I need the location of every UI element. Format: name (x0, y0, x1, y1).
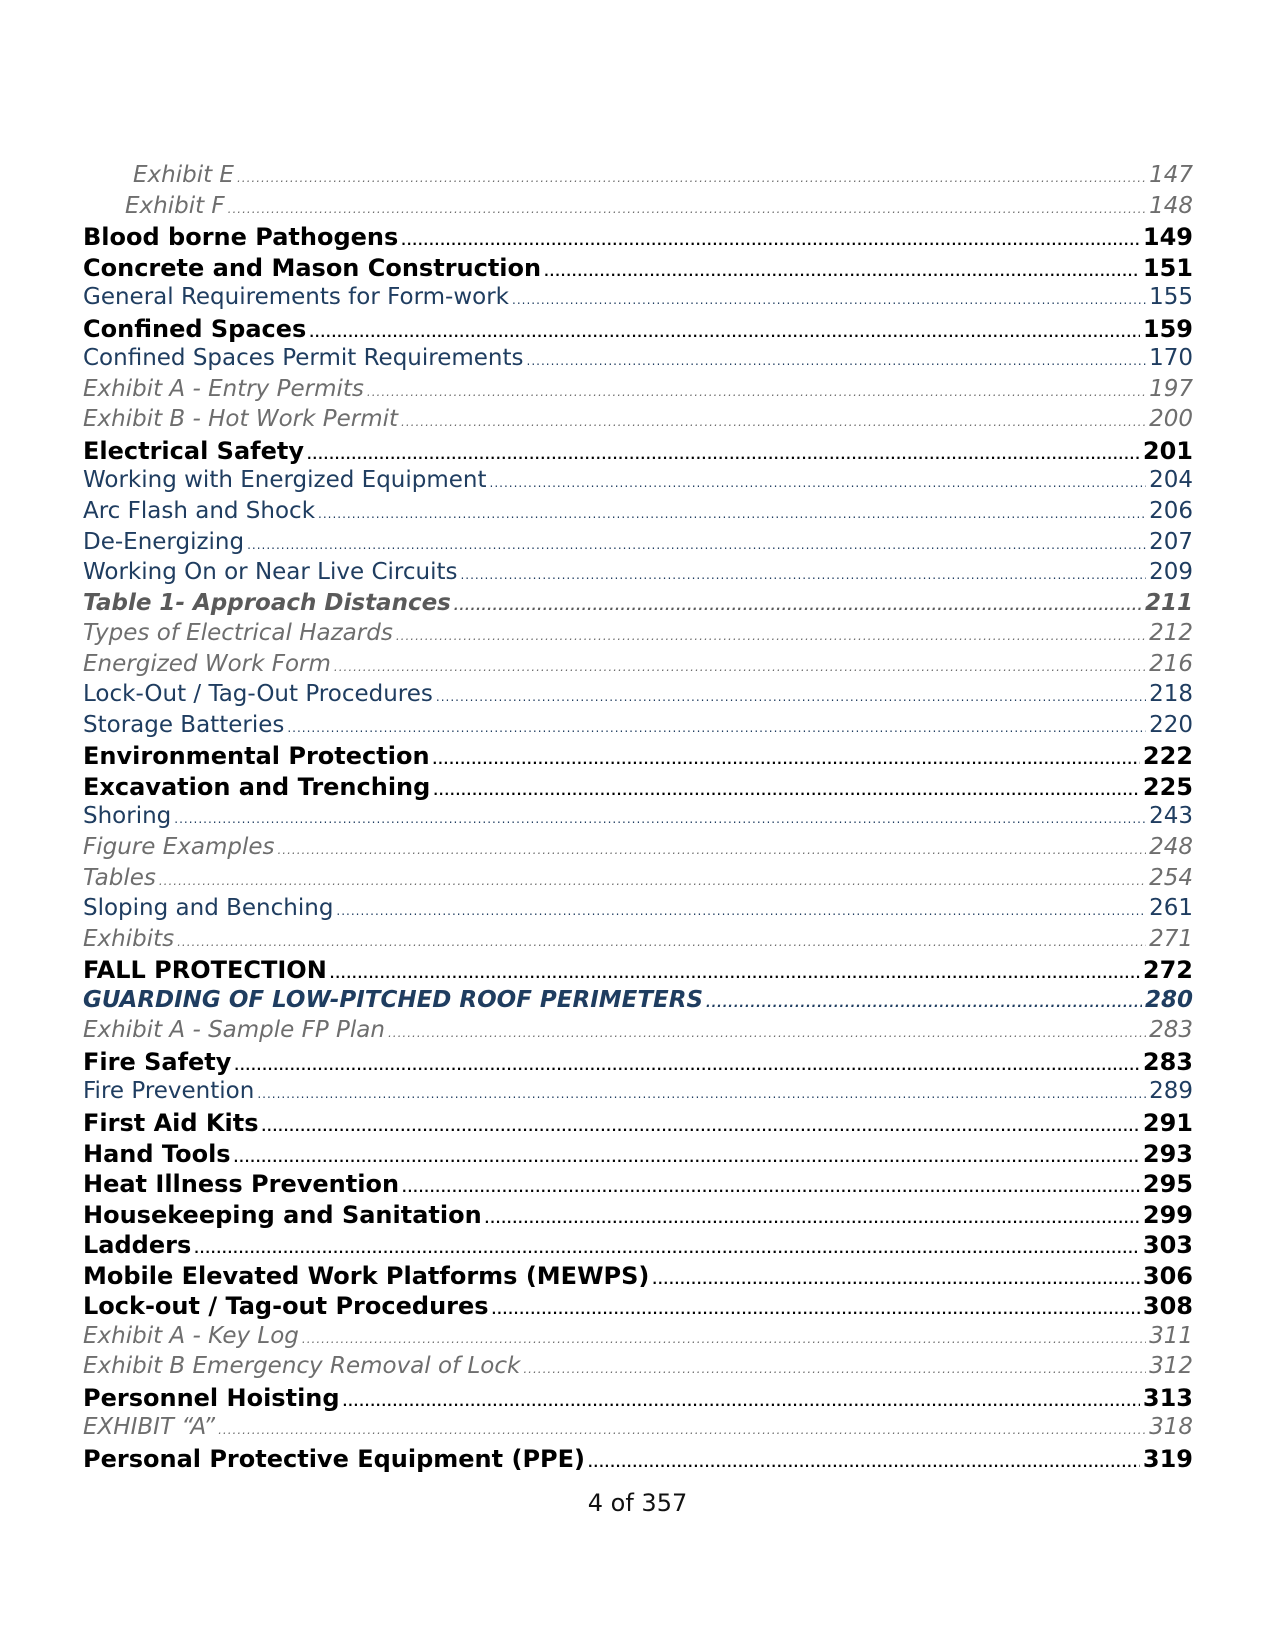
toc-dot-leader (433, 784, 1140, 798)
toc-dot-leader (228, 202, 1146, 216)
toc-entry-page-number[interactable]: 200 (1149, 406, 1193, 433)
toc-dot-leader (492, 1303, 1140, 1317)
toc-entry-title[interactable]: Electrical Safety (83, 436, 304, 465)
toc-entry[interactable] (83, 193, 1193, 224)
toc-dot-leader (706, 996, 1142, 1010)
toc-dot-leader (257, 1087, 1146, 1101)
toc-entry-page-number[interactable]: 261 (1149, 895, 1193, 922)
toc-entry-title[interactable]: Fire Prevention (83, 1078, 255, 1105)
toc-dot-leader (309, 326, 1140, 340)
toc-entry-title[interactable]: Mobile Elevated Work Platforms (MEWPS) (83, 1261, 650, 1290)
toc-entry[interactable] (83, 865, 1193, 896)
toc-entry-page-number[interactable]: 311 (1149, 1322, 1193, 1349)
toc-entry-title[interactable]: Exhibit A - Entry Permits (83, 375, 364, 402)
toc-dot-leader (194, 1242, 1140, 1256)
toc-entry[interactable] (83, 467, 1193, 498)
toc-entry[interactable] (83, 315, 1193, 346)
toc-dot-leader (490, 476, 1147, 490)
toc-entry-page-number[interactable]: 319 (1142, 1444, 1193, 1473)
toc-entry-page-number[interactable]: 299 (1142, 1200, 1193, 1229)
toc-entry[interactable] (83, 1384, 1193, 1415)
toc-entry-page-number[interactable]: 283 (1142, 1047, 1193, 1076)
toc-entry[interactable] (83, 590, 1193, 621)
toc-entry-title[interactable]: General Requirements for Form-work (83, 284, 509, 311)
toc-entry-page-number[interactable]: 283 (1149, 1017, 1193, 1044)
toc-entry-title[interactable]: Exhibit A - Sample FP Plan (83, 1017, 385, 1044)
toc-entry[interactable] (83, 1048, 1193, 1079)
toc-entry-title[interactable]: Excavation and Trenching (83, 772, 431, 801)
toc-entry-page-number[interactable]: 159 (1142, 314, 1193, 343)
toc-entry[interactable] (83, 1017, 1193, 1048)
toc-entry[interactable] (83, 223, 1193, 254)
toc-entry[interactable] (83, 1078, 1193, 1109)
toc-dot-leader (307, 448, 1140, 462)
toc-entry-page-number[interactable]: 280 (1144, 986, 1193, 1013)
toc-entry-title[interactable]: Storage Batteries (83, 711, 285, 738)
toc-dot-leader (287, 721, 1146, 735)
toc-entry[interactable] (83, 498, 1193, 529)
toc-dot-leader (544, 265, 1140, 279)
toc-entry-title[interactable]: GUARDING OF LOW-PITCHED ROOF PERIMETERS (83, 986, 704, 1013)
toc-entry-page-number[interactable]: 222 (1142, 742, 1193, 771)
toc-entry-title[interactable]: Housekeeping and Sanitation (83, 1200, 482, 1229)
toc-dot-leader (159, 874, 1146, 888)
toc-dot-leader (247, 538, 1146, 552)
toc-entry[interactable] (83, 345, 1193, 376)
toc-entry-title[interactable]: Heat Illness Prevention (83, 1170, 400, 1199)
toc-entry[interactable] (83, 895, 1193, 926)
toc-entry-title[interactable]: Shoring (83, 803, 172, 830)
toc-entry-title[interactable]: Concrete and Mason Construction (83, 253, 542, 282)
toc-entry-title[interactable]: Types of Electrical Hazards (83, 620, 393, 647)
toc-entry-title[interactable]: Personnel Hoisting (83, 1383, 340, 1412)
toc-entry[interactable] (83, 803, 1193, 834)
toc-entry-title[interactable]: Environmental Protection (83, 742, 430, 771)
toc-entry[interactable] (83, 1231, 1193, 1262)
toc-entry-page-number[interactable]: 293 (1142, 1139, 1193, 1168)
toc-dot-leader (512, 293, 1146, 307)
toc-entry[interactable] (83, 1353, 1193, 1384)
toc-entry-page-number[interactable]: 216 (1149, 650, 1193, 677)
toc-dot-leader (334, 660, 1146, 674)
toc-entry-title[interactable]: Confined Spaces Permit Requirements (83, 345, 524, 372)
toc-entry-page-number[interactable]: 303 (1142, 1231, 1193, 1260)
toc-entry-title[interactable]: Confined Spaces (83, 314, 307, 343)
toc-entry[interactable] (83, 987, 1193, 1018)
toc-entry-page-number[interactable]: 220 (1149, 711, 1193, 738)
toc-entry[interactable] (83, 1109, 1193, 1140)
toc-entry-page-number[interactable]: 155 (1149, 284, 1193, 311)
toc-dot-leader (436, 690, 1146, 704)
toc-entry-page-number[interactable]: 291 (1142, 1108, 1193, 1137)
toc-entry-title[interactable]: Lock-Out / Tag-Out Procedures (83, 681, 433, 708)
toc-entry[interactable] (83, 926, 1193, 957)
toc-entry-title[interactable]: Exhibit A - Key Log (83, 1322, 299, 1349)
toc-entry-page-number[interactable]: 147 (1149, 162, 1193, 188)
toc-entry[interactable] (83, 1170, 1193, 1201)
toc-entry-page-number[interactable]: 272 (1142, 956, 1193, 985)
toc-dot-leader (302, 1332, 1146, 1346)
toc-dot-leader (454, 599, 1142, 613)
toc-entry-page-number[interactable]: 248 (1149, 834, 1193, 861)
toc-entry-title[interactable]: Personal Protective Equipment (PPE) (83, 1444, 585, 1473)
toc-dot-leader (367, 385, 1146, 399)
table-of-contents (83, 162, 1193, 1476)
toc-entry[interactable] (83, 1292, 1193, 1323)
toc-entry-page-number[interactable]: 295 (1142, 1170, 1193, 1199)
toc-entry-page-number[interactable]: 254 (1149, 864, 1193, 891)
toc-entry-page-number[interactable]: 308 (1142, 1292, 1193, 1321)
toc-dot-leader (460, 568, 1146, 582)
toc-entry-page-number[interactable]: 218 (1149, 681, 1193, 708)
toc-dot-leader (318, 507, 1146, 521)
toc-dot-leader (588, 1456, 1140, 1470)
toc-entry-page-number[interactable]: 206 (1149, 498, 1193, 525)
toc-dot-leader (177, 935, 1146, 949)
toc-entry-page-number[interactable]: 306 (1142, 1261, 1193, 1290)
toc-entry-title[interactable]: Exhibits (83, 925, 175, 952)
toc-dot-leader (218, 1423, 1146, 1437)
toc-entry[interactable] (83, 834, 1193, 865)
toc-entry[interactable] (83, 1414, 1193, 1445)
toc-entry[interactable] (83, 162, 1193, 193)
toc-entry-title[interactable]: EXHIBIT “A” (83, 1414, 216, 1441)
toc-entry-title[interactable]: Exhibit B - Hot Work Permit (83, 406, 399, 433)
toc-dot-leader (401, 415, 1146, 429)
toc-entry-page-number[interactable]: 271 (1149, 925, 1193, 952)
toc-dot-leader (262, 1120, 1140, 1134)
toc-entry-title[interactable]: Exhibit B Emergency Removal of Lock (83, 1353, 521, 1380)
toc-entry-title[interactable]: First Aid Kits (83, 1108, 259, 1137)
toc-entry-title[interactable]: Energized Work Form (83, 650, 331, 677)
toc-entry[interactable] (83, 956, 1193, 987)
toc-dot-leader (343, 1395, 1140, 1409)
toc-dot-leader (485, 1212, 1140, 1226)
toc-entry-title[interactable]: Ladders (83, 1231, 192, 1260)
toc-entry-page-number[interactable]: 211 (1144, 589, 1193, 616)
toc-entry[interactable] (83, 620, 1193, 651)
toc-entry-page-number[interactable]: 204 (1149, 467, 1193, 494)
toc-entry-page-number[interactable]: 209 (1149, 559, 1193, 586)
toc-entry-title[interactable]: Blood borne Pathogens (83, 223, 399, 252)
toc-entry-title[interactable]: Fire Safety (83, 1047, 232, 1076)
toc-entry[interactable] (83, 1262, 1193, 1293)
toc-dot-leader (237, 171, 1146, 185)
toc-entry[interactable] (83, 559, 1193, 590)
toc-entry-title[interactable]: FALL PROTECTION (83, 956, 327, 985)
toc-entry-page-number[interactable]: 170 (1149, 345, 1193, 372)
toc-dot-leader (330, 967, 1140, 981)
toc-entry[interactable] (83, 773, 1193, 804)
toc-entry-page-number[interactable]: 197 (1149, 375, 1193, 402)
toc-entry[interactable] (83, 681, 1193, 712)
page-number-footer: 4 of 357 (587, 1489, 688, 1517)
toc-entry-page-number[interactable]: 212 (1149, 620, 1193, 647)
toc-entry-title[interactable]: Sloping and Benching (83, 895, 334, 922)
toc-entry[interactable] (83, 651, 1193, 682)
toc-entry[interactable] (83, 437, 1193, 468)
toc-entry-title[interactable]: Exhibit F (125, 192, 225, 219)
toc-dot-leader (174, 812, 1146, 826)
toc-entry-title[interactable]: Figure Examples (83, 834, 275, 861)
toc-entry-page-number[interactable]: 312 (1149, 1353, 1193, 1380)
toc-entry[interactable] (83, 712, 1193, 743)
toc-entry-title[interactable]: Working On or Near Live Circuits (83, 559, 458, 586)
toc-dot-leader (277, 843, 1146, 857)
toc-entry-title[interactable]: Tables (83, 864, 156, 891)
toc-dot-leader (523, 1362, 1146, 1376)
toc-entry-page-number[interactable]: 289 (1149, 1078, 1193, 1105)
toc-entry-title[interactable]: Hand Tools (83, 1139, 231, 1168)
toc-entry[interactable] (83, 1323, 1193, 1354)
toc-dot-leader (402, 1181, 1140, 1195)
toc-dot-leader (388, 1026, 1146, 1040)
toc-entry[interactable] (83, 406, 1193, 437)
toc-entry[interactable] (83, 1201, 1193, 1232)
toc-entry-title[interactable]: Exhibit E (133, 162, 234, 188)
toc-entry-title[interactable]: Arc Flash and Shock (83, 498, 316, 525)
toc-dot-leader (234, 1059, 1139, 1073)
toc-entry-page-number[interactable]: 225 (1142, 772, 1193, 801)
toc-entry-page-number[interactable]: 318 (1149, 1414, 1193, 1441)
toc-entry-page-number[interactable]: 149 (1142, 223, 1193, 252)
toc-dot-leader (652, 1273, 1140, 1287)
toc-dot-leader (401, 234, 1140, 248)
toc-entry-title[interactable]: De-Energizing (83, 528, 245, 555)
toc-entry-page-number[interactable]: 313 (1142, 1383, 1193, 1412)
toc-entry[interactable] (83, 376, 1193, 407)
toc-entry-title[interactable]: Table 1- Approach Distances (83, 589, 451, 616)
toc-entry-page-number[interactable]: 148 (1149, 192, 1193, 219)
toc-entry-page-number[interactable]: 151 (1142, 253, 1193, 282)
toc-entry[interactable] (83, 284, 1193, 315)
toc-entry-title[interactable]: Working with Energized Equipment (83, 467, 487, 494)
toc-dot-leader (396, 629, 1146, 643)
toc-entry[interactable] (83, 529, 1193, 560)
toc-dot-leader (527, 354, 1147, 368)
toc-entry-page-number[interactable]: 201 (1142, 436, 1193, 465)
toc-entry[interactable] (83, 1140, 1193, 1171)
toc-dot-leader (336, 904, 1146, 918)
toc-entry-page-number[interactable]: 243 (1149, 803, 1193, 830)
toc-dot-leader (433, 753, 1140, 767)
toc-entry[interactable] (83, 742, 1193, 773)
toc-entry-page-number[interactable]: 207 (1149, 528, 1193, 555)
toc-entry[interactable] (83, 1445, 1193, 1476)
toc-entry[interactable] (83, 254, 1193, 285)
toc-dot-leader (234, 1151, 1140, 1165)
toc-entry-title[interactable]: Lock-out / Tag-out Procedures (83, 1292, 489, 1321)
